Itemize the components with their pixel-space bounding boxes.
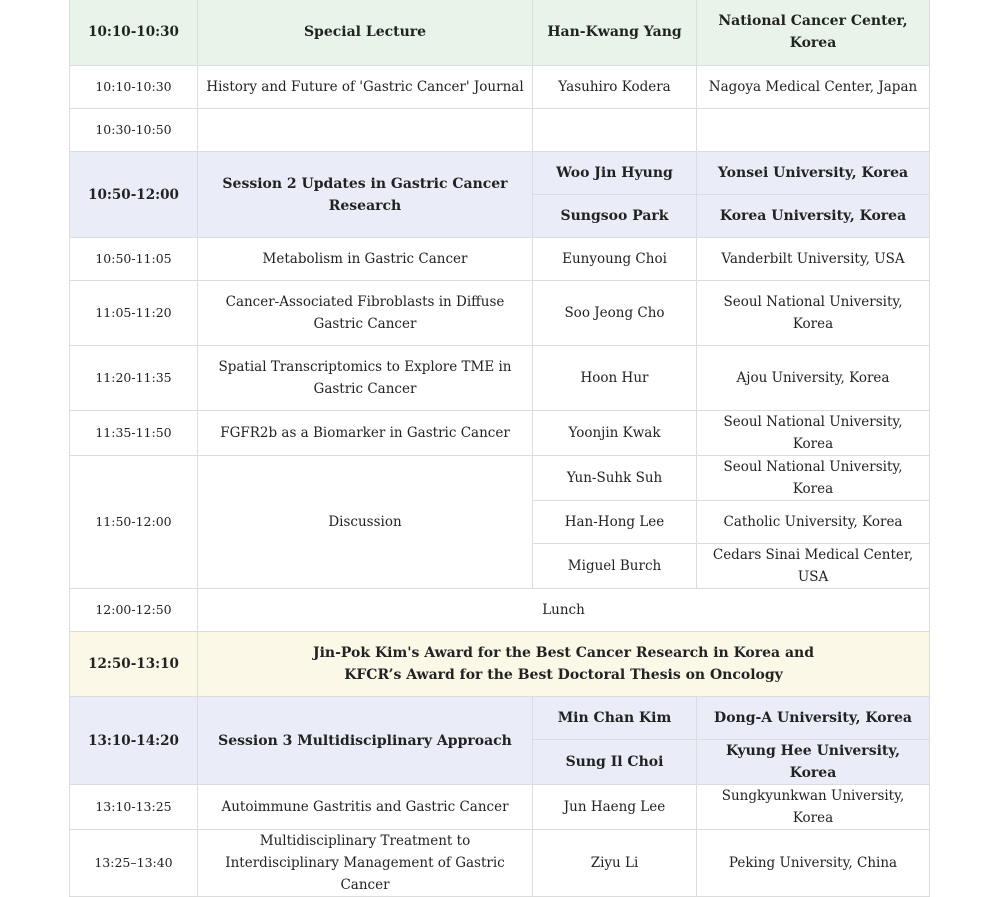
- speaker-name: Soo Jeong Cho: [533, 281, 697, 346]
- panelist-name: Yun-Suhk Suh: [533, 456, 697, 501]
- award-title: [198, 632, 930, 697]
- talk-title: Multidisciplinary Treatment to Interdisciplinary Management of Gastric Cancer: [198, 830, 533, 897]
- chair-affiliation: Dong-A University, Korea: [697, 697, 930, 740]
- panelist-name: Miguel Burch: [533, 544, 697, 589]
- time-cell: 10:50-12:00: [70, 152, 198, 238]
- session-2-header-row: [70, 152, 930, 195]
- chair-affiliation: Korea University, Korea: [697, 195, 930, 238]
- panelist-affiliation: Catholic University, Korea: [697, 501, 930, 544]
- panelist-affiliation: Seoul National University, Korea: [697, 456, 930, 501]
- discussion-row: [70, 456, 930, 501]
- session-title: Session 2 Updates in Gastric Cancer Research: [198, 152, 533, 238]
- special-lecture-row: [70, 0, 930, 66]
- chair-affiliation: Kyung Hee University, Korea: [697, 740, 930, 785]
- speaker-name: Hoon Hur: [533, 346, 697, 411]
- talk-title: Autoimmune Gastritis and Gastric Cancer: [198, 785, 533, 830]
- talk-title: FGFR2b as a Biomarker in Gastric Cancer: [198, 411, 533, 456]
- speaker-name: Yasuhiro Kodera: [533, 66, 697, 109]
- empty-cell: [533, 109, 697, 152]
- speaker-name: Ziyu Li: [533, 830, 697, 897]
- chair-name: Woo Jin Hyung: [533, 152, 697, 195]
- lunch-label: Lunch: [198, 589, 930, 632]
- table-row: [70, 785, 930, 830]
- award-title-line-1: Jin-Pok Kim's Award for the Best Cancer Research in Korea and: [312, 645, 815, 661]
- session-title: Session 3 Multidisciplinary Approach: [198, 697, 533, 785]
- empty-cell: [198, 109, 533, 152]
- talk-title: Metabolism in Gastric Cancer: [198, 238, 533, 281]
- program-table: [69, 0, 930, 897]
- chair-affiliation: National Cancer Center, Korea: [697, 0, 930, 66]
- lunch-row: [70, 589, 930, 632]
- panelist-name: Han-Hong Lee: [533, 501, 697, 544]
- table-row: [70, 830, 930, 897]
- panelist-affiliation: Cedars Sinai Medical Center, USA: [697, 544, 930, 589]
- time-cell: 11:50-12:00: [70, 456, 198, 589]
- speaker-name: Yoonjin Kwak: [533, 411, 697, 456]
- time-cell: 10:50-11:05: [70, 238, 198, 281]
- session-3-header-row: [70, 697, 930, 740]
- time-cell: 10:10-10:30: [70, 0, 198, 66]
- speaker-name: Eunyoung Choi: [533, 238, 697, 281]
- award-row: [70, 632, 930, 697]
- chair-name: Min Chan Kim: [533, 697, 697, 740]
- speaker-affiliation: Ajou University, Korea: [697, 346, 930, 411]
- time-cell: 11:05-11:20: [70, 281, 198, 346]
- speaker-affiliation: Peking University, China: [697, 830, 930, 897]
- talk-title: Discussion: [198, 456, 533, 589]
- speaker-name: Jun Haeng Lee: [533, 785, 697, 830]
- time-cell: 11:35-11:50: [70, 411, 198, 456]
- time-cell: 12:00-12:50: [70, 589, 198, 632]
- table-row: [70, 281, 930, 346]
- chair-name: Sung Il Choi: [533, 740, 697, 785]
- time-cell: 13:25–13:40: [70, 830, 198, 897]
- award-title-line-2: KFCR’s Award for the Best Doctoral Thesis on Oncology: [344, 667, 783, 683]
- time-cell: 10:30-10:50: [70, 109, 198, 152]
- table-row: [70, 238, 930, 281]
- speaker-affiliation: Nagoya Medical Center, Japan: [697, 66, 930, 109]
- speaker-affiliation: Seoul National University, Korea: [697, 411, 930, 456]
- table-row: [70, 66, 930, 109]
- table-row: [70, 411, 930, 456]
- break-row: [70, 109, 930, 152]
- talk-title: History and Future of 'Gastric Cancer' Journal: [198, 66, 533, 109]
- chair-name: Han-Kwang Yang: [533, 0, 697, 66]
- speaker-affiliation: Vanderbilt University, USA: [697, 238, 930, 281]
- talk-title: Cancer-Associated Fibroblasts in Diffuse Gastric Cancer: [198, 281, 533, 346]
- session-title: Special Lecture: [198, 0, 533, 66]
- time-cell: 13:10-13:25: [70, 785, 198, 830]
- chair-name: Sungsoo Park: [533, 195, 697, 238]
- speaker-affiliation: Seoul National University, Korea: [697, 281, 930, 346]
- speaker-affiliation: Sungkyunkwan University, Korea: [697, 785, 930, 830]
- time-cell: 10:10-10:30: [70, 66, 198, 109]
- time-cell: 13:10-14:20: [70, 697, 198, 785]
- time-cell: 12:50-13:10: [70, 632, 198, 697]
- talk-title: Spatial Transcriptomics to Explore TME in Gastric Cancer: [198, 346, 533, 411]
- empty-cell: [697, 109, 930, 152]
- chair-affiliation: Yonsei University, Korea: [697, 152, 930, 195]
- table-row: [70, 346, 930, 411]
- time-cell: 11:20-11:35: [70, 346, 198, 411]
